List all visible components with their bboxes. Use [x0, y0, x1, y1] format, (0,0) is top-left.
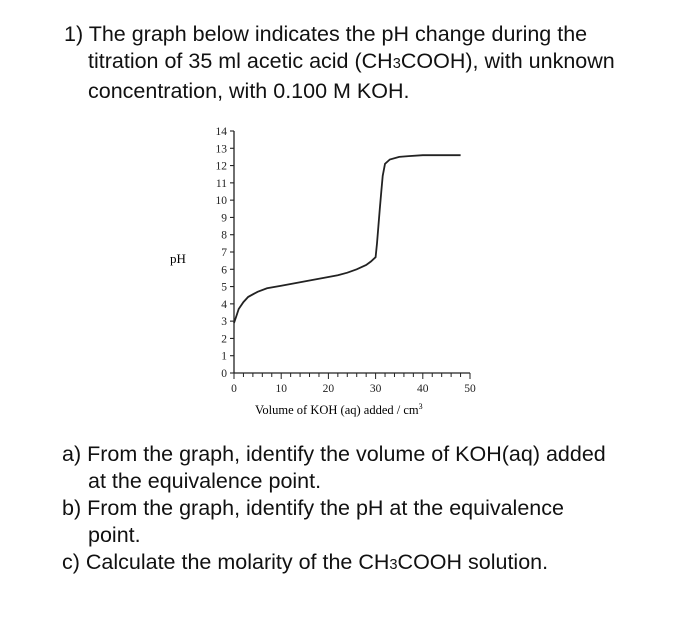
x-tick-label-20: 20: [322, 383, 335, 395]
y-tick-label-0: 0: [221, 368, 227, 380]
part-b-line-2: point.: [88, 523, 141, 547]
y-tick-label-4: 4: [221, 298, 227, 311]
part-a-line-1: a) From the graph, identify the volume of KOH(aq) added: [62, 442, 606, 466]
part-c-text: c) Calculate the molarity of the CH: [62, 550, 390, 574]
question-intro-line-2: [64, 48, 684, 78]
y-tick-label-6: 6: [221, 264, 227, 277]
y-tick-label-7: 7: [221, 247, 227, 259]
y-tick-label-12: 12: [215, 160, 227, 173]
y-tick-label-1: 1: [221, 350, 227, 363]
x-tick-label-30: 30: [369, 383, 382, 395]
part-c: [62, 549, 682, 579]
x-tick-label-50: 50: [464, 383, 476, 395]
x-tick-label-10: 10: [275, 383, 287, 395]
intro-line-2-text: titration of 35 ml acetic acid (CH: [88, 49, 393, 73]
intro-line-2-subscript: 3: [392, 56, 401, 72]
x-axis-label-text: Volume of KOH (aq) added / cm: [255, 403, 419, 417]
question-parts: [62, 441, 682, 579]
y-tick-label-11: 11: [215, 177, 227, 190]
part-c-subscript: 3: [389, 557, 398, 573]
part-c-rest: COOH solution.: [397, 550, 549, 574]
y-tick-label-14: 14: [215, 126, 227, 138]
y-tick-label-3: 3: [221, 316, 227, 329]
part-b-line-1: b) From the graph, identify the pH at the equivalence: [62, 496, 564, 520]
x-tick-label-0: 0: [231, 383, 237, 395]
y-tick-label-9: 9: [221, 212, 227, 225]
question-intro: [64, 21, 684, 105]
question-intro-line-3: concentration, with 0.100 M KOH.: [88, 79, 410, 103]
question-intro-line-1: 1) The graph below indicates the pH change during the: [64, 22, 588, 46]
x-tick-label-40: 40: [417, 383, 429, 395]
y-tick-label-8: 8: [221, 229, 227, 242]
x-axis: [231, 373, 476, 395]
y-tick-label-2: 2: [221, 333, 227, 346]
y-axis: [216, 126, 235, 380]
x-axis-label-superscript: 3: [418, 402, 423, 411]
x-axis-label: [255, 402, 423, 417]
titration-chart: [160, 118, 500, 423]
y-axis-label: pH: [170, 251, 186, 266]
y-tick-label-10: 10: [215, 195, 227, 208]
part-a-line-2: at the equivalence point.: [88, 469, 322, 493]
intro-line-2-rest: COOH), with unknown: [400, 49, 615, 73]
titration-curve: [234, 155, 461, 323]
y-tick-label-13: 13: [215, 143, 227, 156]
y-tick-label-5: 5: [221, 281, 227, 294]
